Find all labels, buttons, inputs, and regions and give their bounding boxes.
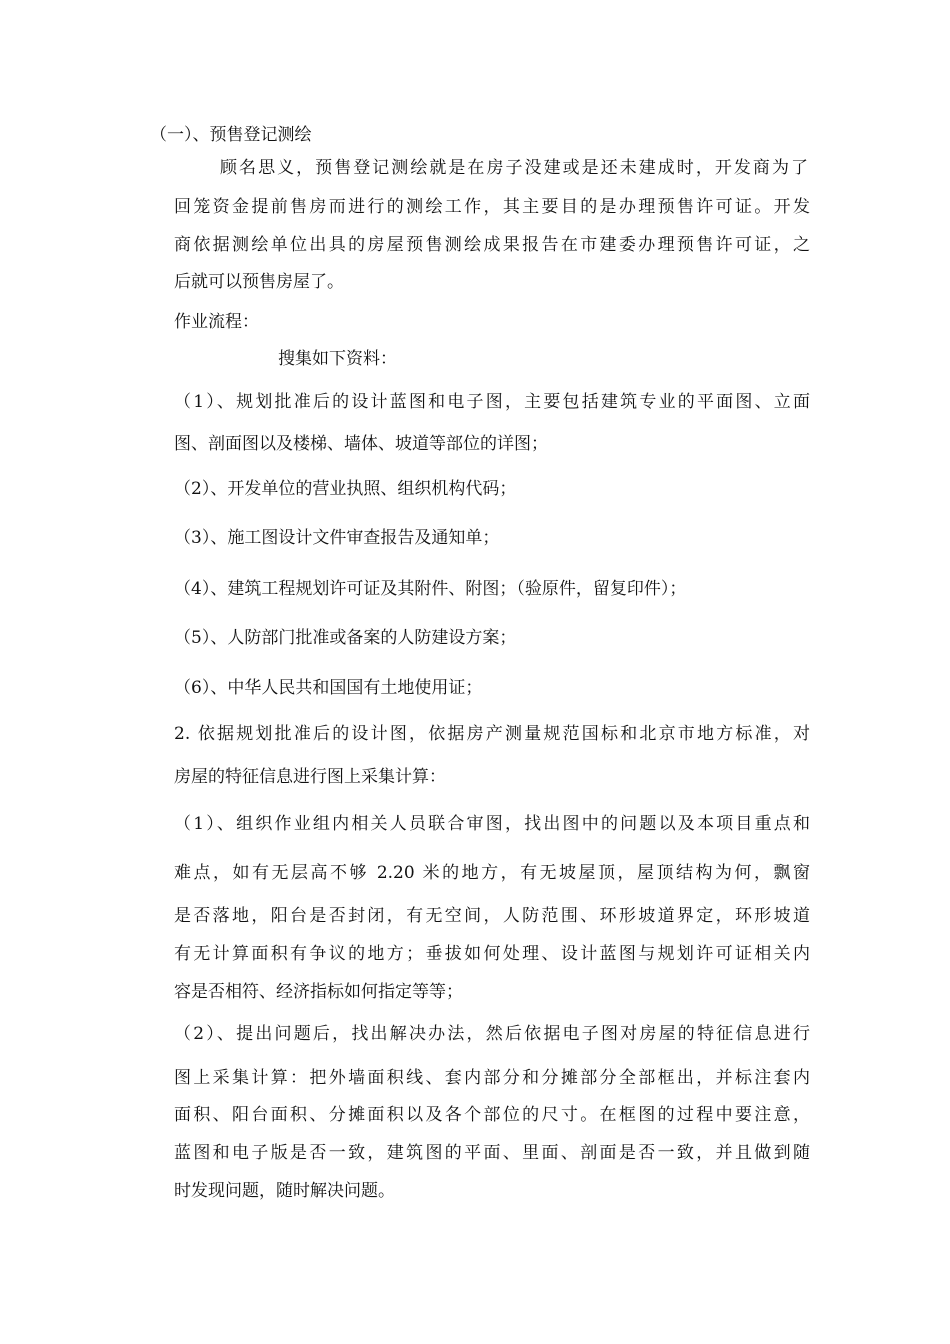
step2-text: 2. 依据规划批准后的设计图，依据房产测量规范国标和北京市地方标准，对 [174,724,810,744]
section-heading: （一）、预售登记测绘 [150,125,312,145]
material-item: （1）、规划批准后的设计蓝图和电子图，主要包括建筑专业的平面图、立面 [174,392,810,412]
step2-item-line: 面积、阳台面积、分摊面积以及各个部位的尺寸。在框图的过程中要注意， [174,1105,810,1125]
step2-item-line: 难点，如有无层高不够 2.20 米的地方，有无坡屋顶，屋顶结构为何，飘窗 [174,863,810,883]
step2-item-line: 是否落地，阳台是否封闭，有无空间，人防范围、环形坡道界定，环形坡道 [174,906,810,926]
collect-label: 搜集如下资料： [278,349,397,369]
intro-line: 顾名思义，预售登记测绘就是在房子没建或是还未建成时，开发商为了 [220,158,808,178]
step2-item-line: 容是否相符、经济指标如何指定等等； [174,982,463,1002]
material-item: （2）、开发单位的营业执照、组织机构代码； [174,479,517,499]
step2-item-line: （1）、组织作业组内相关人员联合审图，找出图中的问题以及本项目重点和 [174,814,810,834]
intro-line: 回笼资金提前售房而进行的测绘工作，其主要目的是办理预售许可证。开发 [174,197,810,217]
material-item: （3）、施工图设计文件审查报告及通知单； [174,528,500,548]
material-item: （6）、中华人民共和国国有土地使用证； [174,678,483,698]
material-item: （4）、建筑工程规划许可证及其附件、附图；（验原件，留复印件）； [174,579,687,599]
material-item: （5）、人防部门批准或备案的人防建设方案； [174,628,517,648]
step2-item-line: （2）、提出问题后，找出解决办法，然后依据电子图对房屋的特征信息进行 [174,1024,810,1044]
material-item: 图、剖面图以及楼梯、墙体、坡道等部位的详图； [174,434,548,454]
step2-text: 房屋的特征信息进行图上采集计算： [174,767,446,787]
step2-item-line: 有无计算面积有争议的地方；垂拔如何处理、设计蓝图与规划许可证相关内 [174,944,810,964]
intro-line: 后就可以预售房屋了。 [174,272,344,292]
step2-item-line: 图上采集计算：把外墙面积线、套内部分和分摊部分全部框出，并标注套内 [174,1068,810,1088]
step2-item-line: 蓝图和电子版是否一致，建筑图的平面、里面、剖面是否一致，并且做到随 [174,1143,810,1163]
intro-line: 商依据测绘单位出具的房屋预售测绘成果报告在市建委办理预售许可证，之 [174,235,810,255]
step2-item-line: 时发现问题，随时解决问题。 [174,1181,395,1201]
flow-label: 作业流程： [174,312,259,332]
